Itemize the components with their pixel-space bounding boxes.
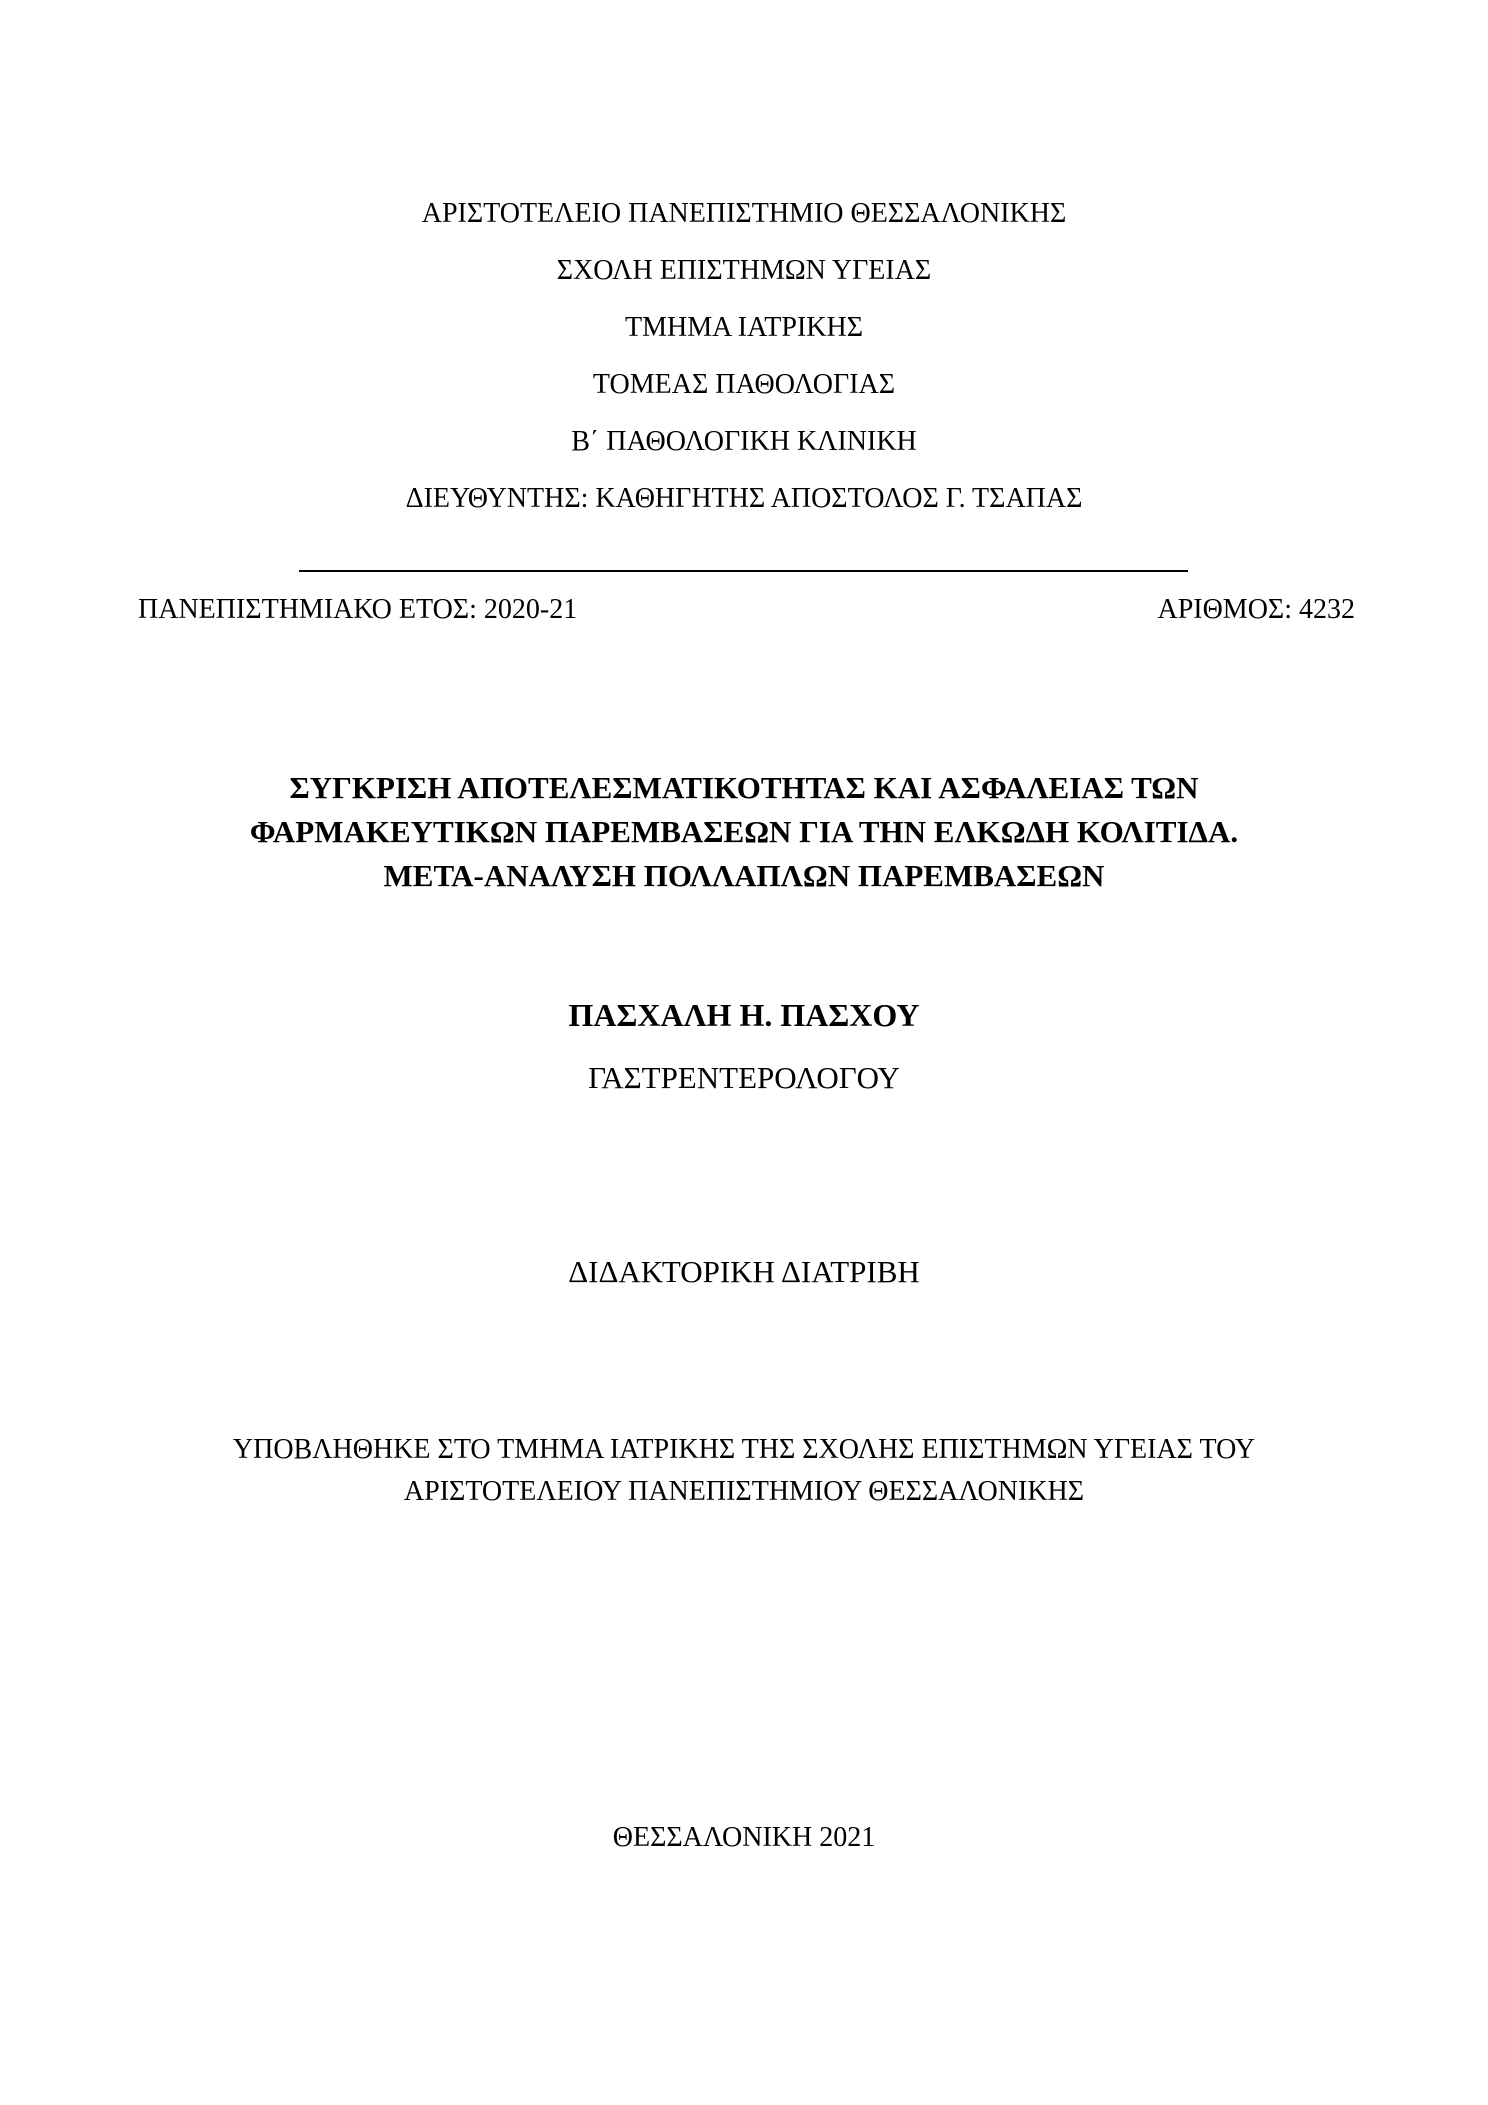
thesis-title-line: ΜΕΤΑ-ΑΝΑΛΥΣΗ ΠΟΛΛΑΠΛΩΝ ΠΑΡΕΜΒΑΣΕΩΝ [383,858,1105,893]
academic-year: ΠΑΝΕΠΙΣΤΗΜΙΑΚΟ ΕΤΟΣ: 2020-21 [138,594,578,625]
director-line: ΔΙΕΥΘΥΝΤΗΣ: ΚΑΘΗΓΗΤΗΣ ΑΠΟΣΤΟΛΟΣ Γ. ΤΣΑΠΑΣ [405,483,1083,514]
submission-line: ΑΡΙΣΤΟΤΕΛΕΙΟΥ ΠΑΝΕΠΙΣΤΗΜΙΟΥ ΘΕΣΣΑΛΟΝΙΚΗΣ [403,1476,1085,1507]
place-and-year: ΘΕΣΣΑΛΟΝΙΚΗ 2021 [612,1822,876,1853]
document-type: ΔΙΔΑΚΤΟΡΙΚΗ ΔΙΑΤΡΙΒΗ [568,1254,920,1289]
submission-line: ΥΠΟΒΛΗΘΗΚΕ ΣΤΟ ΤΜΗΜΑ ΙΑΤΡΙΚΗΣ ΤΗΣ ΣΧΟΛΗΣ ΕΠΙΣΤΗΜΩΝ ΥΓΕΙΑΣ ΤΟΥ [232,1434,1256,1465]
header-divider [299,570,1188,572]
thesis-title [0,766,1488,898]
clinic-name: Β΄ ΠΑΘΟΛΟΓΙΚΗ ΚΛΙΝΙΚΗ [571,426,917,457]
author-title: ΓΑΣΤΡΕΝΤΕΡΟΛΟΓΟΥ [588,1060,900,1095]
thesis-title-line: ΣΥΓΚΡΙΣΗ ΑΠΟΤΕΛΕΣΜΑΤΙΚΟΤΗΤΑΣ ΚΑΙ ΑΣΦΑΛΕΙΑΣ ΤΩΝ [289,770,1199,805]
school-name: ΣΧΟΛΗ ΕΠΙΣΤΗΜΩΝ ΥΓΕΙΑΣ [556,255,932,286]
university-name: ΑΡΙΣΤΟΤΕΛΕΙΟ ΠΑΝΕΠΙΣΤΗΜΙΟ ΘΕΣΣΑΛΟΝΙΚΗΣ [421,198,1067,229]
department-name: ΤΜΗΜΑ ΙΑΤΡΙΚΗΣ [625,312,863,343]
author-name: ΠΑΣΧΑΛΗ Η. ΠΑΣΧΟΥ [568,997,920,1033]
thesis-title-line: ΦΑΡΜΑΚΕΥΤΙΚΩΝ ΠΑΡΕΜΒΑΣΕΩΝ ΓΙΑ ΤΗΝ ΕΛΚΩΔΗ ΚΟΛΙΤΙΔΑ. [249,814,1239,849]
thesis-number: ΑΡΙΘΜΟΣ: 4232 [1157,594,1355,625]
sector-name: ΤΟΜΕΑΣ ΠΑΘΟΛΟΓΙΑΣ [592,369,896,400]
